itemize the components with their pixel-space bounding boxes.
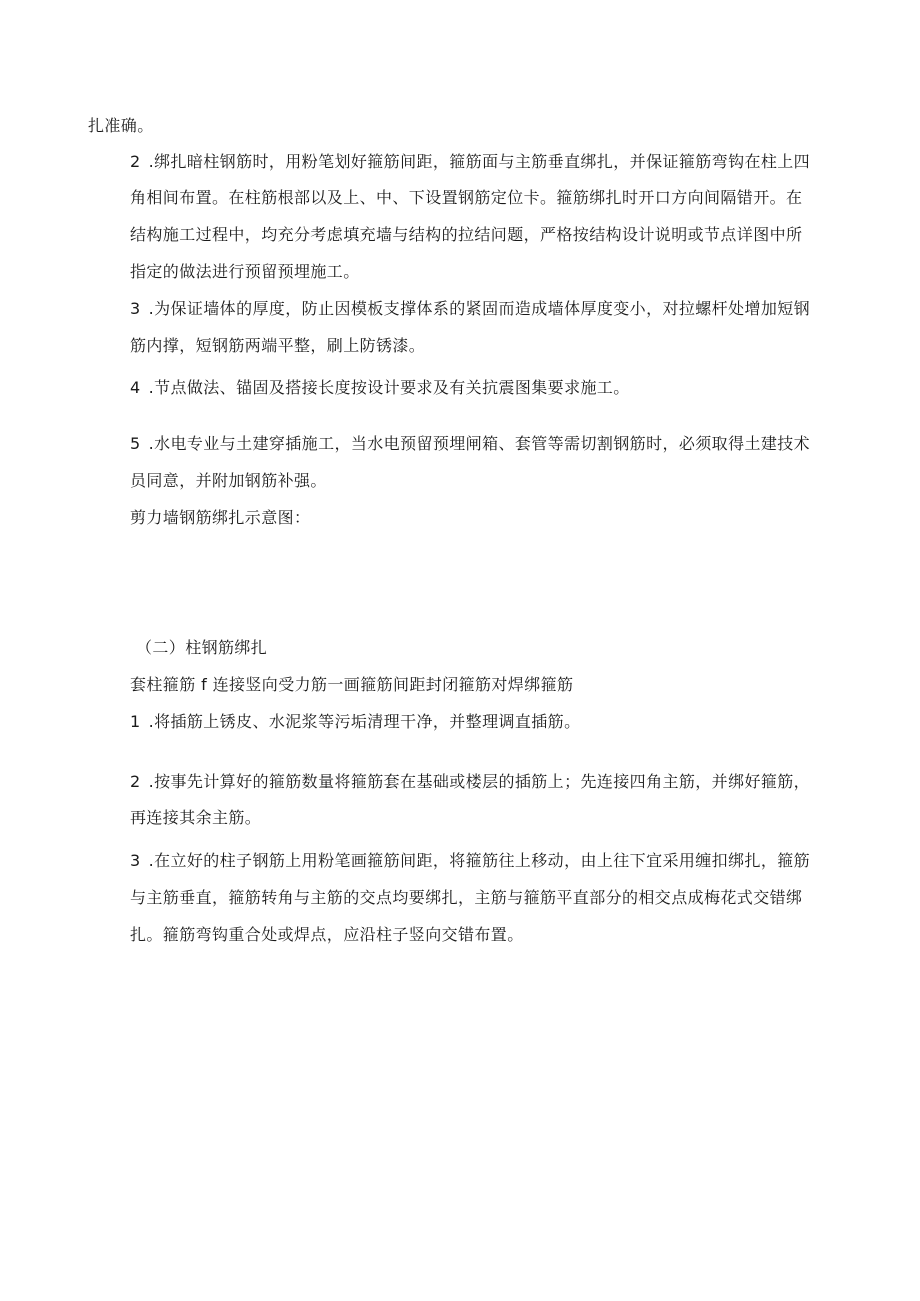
list-text: .绑扎暗柱钢筋时，用粉笔划好箍筋间距，箍筋面与主筋垂直绑扎，并保证箍筋弯钩在柱上四	[148, 152, 811, 171]
list-number: 2	[130, 152, 141, 171]
list-item-2b-line-2: 再连接其余主筋。	[130, 808, 262, 827]
list-text: .为保证墙体的厚度，防止因模板支撑体系的紧固而造成墙体厚度变小，对拉螺杆处增加短钢	[148, 299, 811, 318]
list-number: 3	[130, 851, 141, 870]
list-text: .节点做法、锚固及搭接长度按设计要求及有关抗震图集要求施工。	[148, 378, 630, 397]
list-item-2b-line-1	[130, 764, 810, 800]
section-heading: （二）柱钢筋绑扎	[136, 638, 268, 657]
list-item-5-line-2: 员同意，并附加钢筋补强。	[130, 471, 327, 490]
list-text: .按事先计算好的箍筋数量将箍筋套在基础或楼层的插筋上；先连接四角主筋，并绑好箍筋，	[148, 772, 811, 791]
list-item-4-line-1	[130, 370, 630, 406]
list-item-2-line-3: 结构施工过程中，均充分考虑填充墙与结构的拉结问题，严格按结构设计说明或节点详图中所	[130, 225, 803, 244]
list-item-1-line-1	[130, 704, 580, 740]
list-item-5-line-1	[130, 426, 810, 462]
list-item-2-line-1	[130, 144, 810, 180]
list-number: 4	[130, 378, 141, 397]
diagram-caption: 剪力墙钢筋绑扎示意图：	[130, 508, 311, 527]
list-text: .在立好的柱子钢筋上用粉笔画箍筋间距，将箍筋往上移动，由上往下宜采用缠扣绑扎，箍筋	[148, 851, 811, 870]
list-text: .水电专业与土建穿插施工，当水电预留预埋闸箱、套管等需切割钢筋时，必须取得土建技术	[148, 434, 811, 453]
list-item-3b-line-3: 扎。箍筋弯钩重合处或焊点，应沿柱子竖向交错布置。	[130, 925, 524, 944]
list-number: 3	[130, 299, 141, 318]
list-item-3-line-1	[130, 291, 810, 327]
list-number: 5	[130, 434, 141, 453]
list-item-2-line-2: 角相间布置。在柱筋根部以及上、中、下设置钢筋定位卡。箍筋绑扎时开口方向间隔错开。在	[130, 188, 803, 207]
continuation-text: 扎准确。	[88, 116, 154, 135]
process-flow: 套柱箍筋 f 连接竖向受力筋一画箍筋间距封闭箍筋对焊绑箍筋	[130, 675, 574, 694]
list-item-2-line-4: 指定的做法进行预留预埋施工。	[130, 262, 360, 281]
list-number: 1	[130, 712, 141, 731]
list-item-3b-line-1	[130, 843, 810, 879]
list-text: .将插筋上锈皮、水泥浆等污垢清理干净，并整理调直插筋。	[148, 712, 581, 731]
list-item-3b-line-2: 与主筋垂直，箍筋转角与主筋的交点均要绑扎，主筋与箍筋平直部分的相交点成梅花式交错绑	[130, 888, 803, 907]
list-number: 2	[130, 772, 141, 791]
list-item-3-line-2: 筋内撑，短钢筋两端平整，刷上防锈漆。	[130, 336, 426, 355]
